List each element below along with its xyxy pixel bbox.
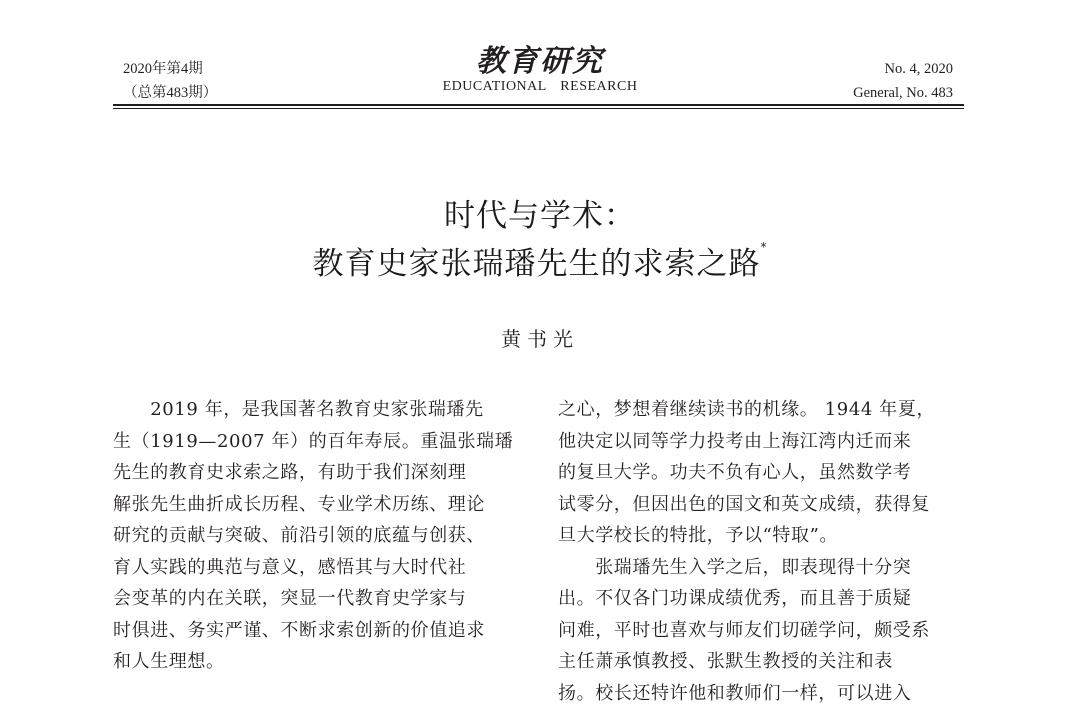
body-line: 时俱进、务实严谨、不断求索创新的价值追求 — [113, 615, 523, 647]
journal-title-cn: 教育研究 — [430, 45, 650, 79]
body-line: 张瑞璠先生入学之后，即表现得十分突 — [558, 552, 968, 584]
body-line: 问难，平时也喜欢与师友们切磋学问，颇受系 — [558, 615, 968, 647]
body-line: 出。不仅各门功课成绩优秀，而且善于质疑 — [558, 583, 968, 615]
journal-title-en: EDUCATIONAL RESEARCH — [430, 79, 650, 95]
body-line: 解张先生曲折成长历程、专业学术历练、理论 — [113, 489, 523, 521]
journal-masthead — [430, 45, 650, 95]
body-line: 他决定以同等学力投考由上海江湾内迁而来 — [558, 426, 968, 458]
total-issue-cn: （总第483期） — [123, 81, 217, 105]
body-line: 试零分，但因出色的国文和英文成绩，获得复 — [558, 489, 968, 521]
body-line: 主任萧承慎教授、张默生教授的关注和表 — [558, 646, 968, 678]
author-name: 黄书光 — [0, 323, 1080, 352]
body-line: 会变革的内在关联，突显一代教育史学家与 — [113, 583, 523, 615]
header-rule-thick — [113, 104, 964, 106]
title-line1-text: 时代与学术： — [444, 198, 636, 234]
body-line: 的复旦大学。功夫不负有心人，虽然数学考 — [558, 457, 968, 489]
body-line: 2019 年，是我国著名教育史家张瑞璠先 — [113, 394, 523, 426]
issue-number-en: No. 4, 2020 — [853, 57, 953, 81]
header-rule-thin — [113, 108, 964, 109]
body-line: 之心，梦想着继续读书的机缘。 1944 年夏， — [558, 394, 968, 426]
body-line: 旦大学校长的特批，予以“特取”。 — [558, 520, 968, 552]
title-footnote-mark[interactable]: * — [761, 240, 768, 254]
title-line2-text: 教育史家张瑞璠先生的求索之路 — [313, 246, 761, 282]
body-line: 先生的教育史求索之路，有助于我们深刻理 — [113, 457, 523, 489]
body-line: 生（1919—2007 年）的百年寿辰。重温张瑞璠 — [113, 426, 523, 458]
total-issue-en: General, No. 483 — [853, 81, 953, 105]
body-line: 扬。校长还特许他和教师们一样，可以进入 — [558, 678, 968, 709]
issue-info-cn — [123, 57, 217, 105]
article-title-line2 — [0, 238, 1080, 283]
body-line: 研究的贡献与突破、前沿引领的底蕴与创获、 — [113, 520, 523, 552]
issue-info-en — [853, 57, 953, 105]
body-column-right — [558, 394, 968, 709]
body-column-left — [113, 394, 523, 678]
body-line: 和人生理想。 — [113, 646, 523, 678]
article-title-line1 — [0, 190, 1080, 235]
body-line: 育人实践的典范与意义，感悟其与大时代社 — [113, 552, 523, 584]
issue-number-cn: 2020年第4期 — [123, 57, 217, 81]
